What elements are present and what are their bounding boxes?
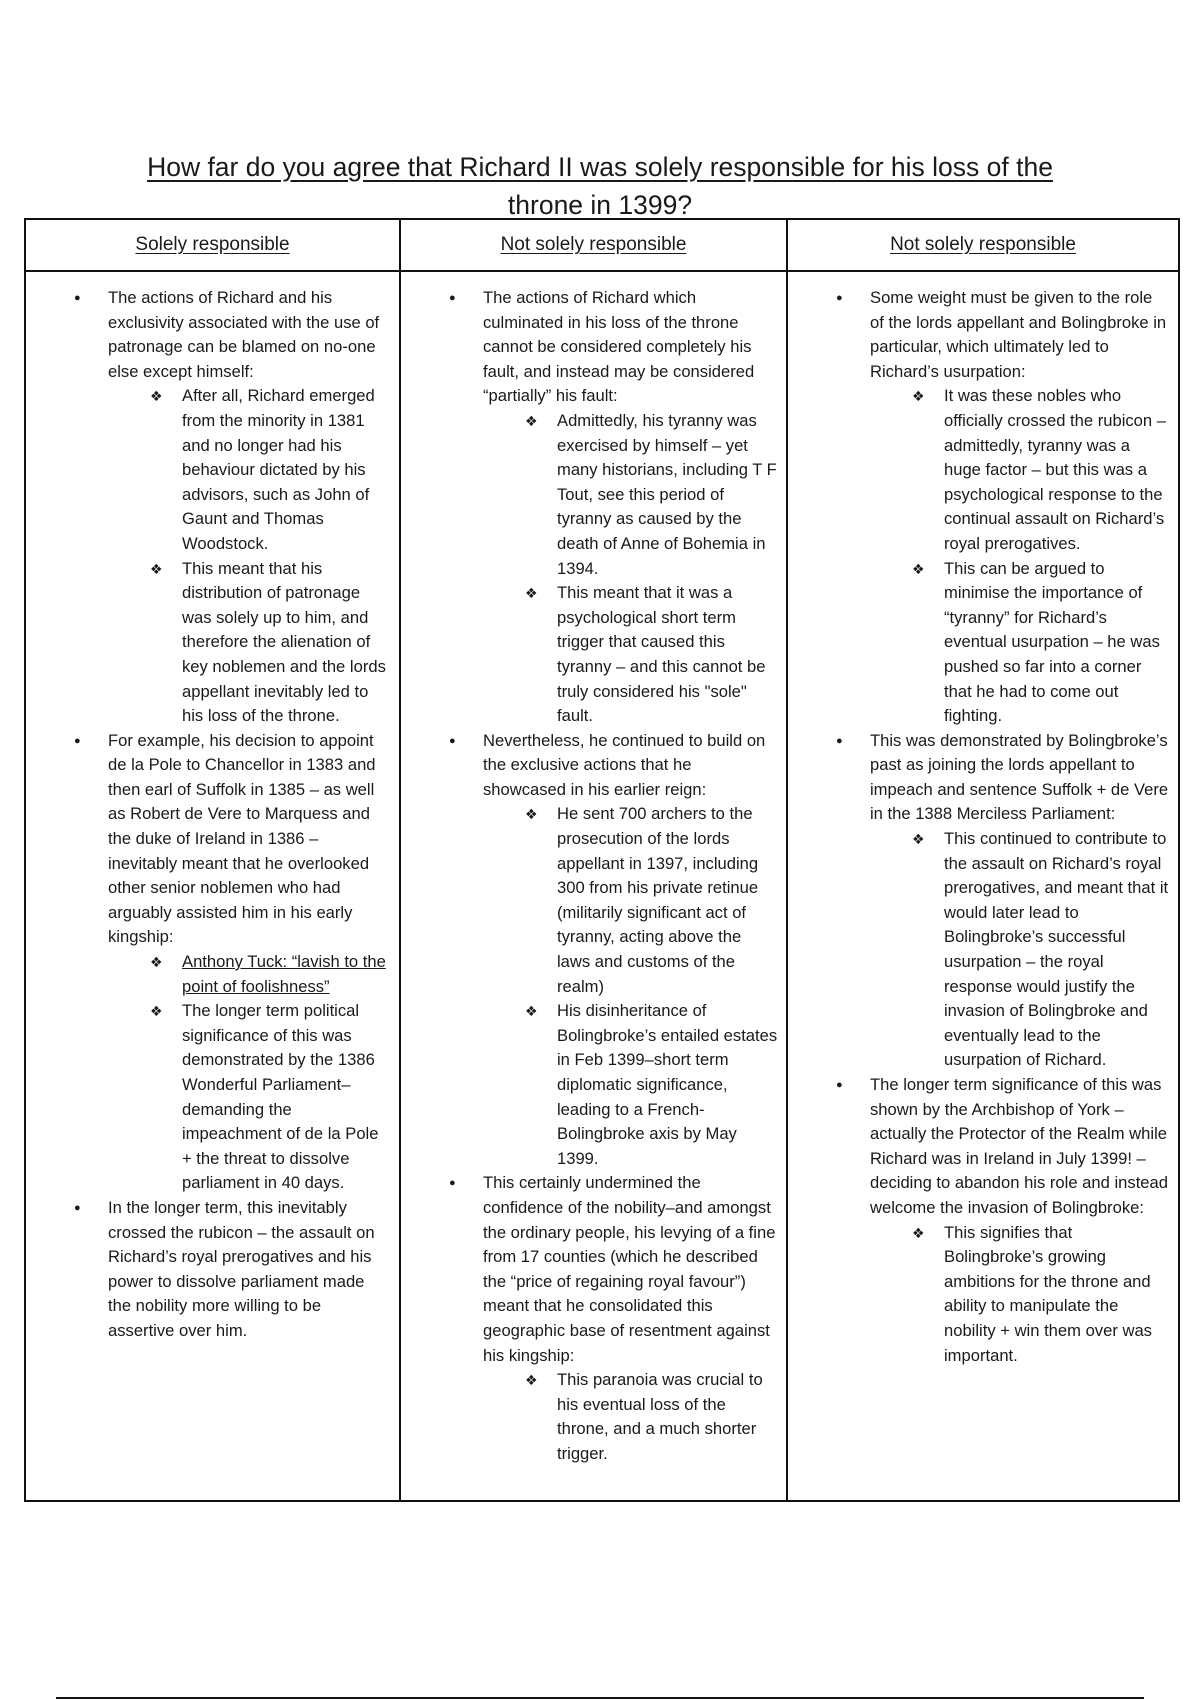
bullet-text: Some weight must be given to the role of the lords appellant and Bolingbroke in particular, which ultimately led to Richard’s usurpation: <box>870 288 1167 381</box>
bullet-text: Nevertheless, he continued to build on the exclusive actions that he showcased in his earlier reign: <box>483 730 766 799</box>
page-title: How far do you agree that Richard II was solely responsible for his loss of the throne in 1399? <box>147 152 1053 220</box>
bullet-point <box>788 286 1170 729</box>
bullet-point <box>401 729 778 1172</box>
bullet-text: This was demonstrated by Bolingbroke’s past as joining the lords appellant to impeach and sentence Suffolk + de Vere in the 1388 Merciless Parliament: <box>870 730 1169 824</box>
column-header-not-solely-responsible: Not solely responsible <box>401 220 788 272</box>
sub-bullet-quote: ❖ Anthony Tuck: “lavish to the point of foolishness” <box>110 950 391 999</box>
sub-bullet-list <box>485 409 778 729</box>
sub-bullet-list <box>872 384 1170 728</box>
sub-bullet-point: ❖ After all, Richard emerged from the minority in 1381 and no longer had his behaviour dictated by his advisors, such as John of Gaunt and Thomas Woodstock. <box>110 384 391 556</box>
bullet-point <box>788 1073 1170 1368</box>
argument-table <box>24 218 1180 1502</box>
column-not-solely-responsible-2 <box>788 272 1178 1500</box>
sub-bullet-list <box>485 802 778 1171</box>
sub-bullet-point: ❖ This meant that his distribution of patronage was solely up to him, and therefore the alienation of key noblemen and the lords appellant inevitably led to his loss of the throne. <box>110 557 391 729</box>
sub-bullet-point: ❖ This meant that it was a psychological short term trigger that caused this tyranny – and this cannot be truly considered his "sole" fault. <box>485 581 778 729</box>
bullet-text: The actions of Richard which culminated in his loss of the throne cannot be considered completely his fault, and instead may be considered “partially” his fault: <box>483 288 755 406</box>
bullet-list <box>401 286 778 1467</box>
sub-bullet-list <box>872 1221 1170 1369</box>
sub-bullet-point: ❖ This paranoia was crucial to his eventual loss of the throne, and a much shorter trigger. <box>485 1368 778 1466</box>
sub-bullet-point: ❖ The longer term political significance of this was demonstrated by the 1386 Wonderful Parliament–demanding the impeachment of de la Pole + the threat to dissolve parliament in 40 days. <box>110 999 391 1196</box>
sub-bullet-list <box>110 384 391 728</box>
column-not-solely-responsible <box>401 272 788 1500</box>
sub-bullet-point: ❖ Admittedly, his tyranny was exercised by himself – yet many historians, including T F Tout, see this period of tyranny as caused by the death of Anne of Bohemia in 1394. <box>485 409 778 581</box>
sub-bullet-point: ❖ This continued to contribute to the assault on Richard’s royal prerogatives, and meant that it would later lead to Bolingbroke’s successful usurpation – the royal response would justify the invasion of Bolingbroke and eventually lead to the usurpation of Richard. <box>872 827 1170 1073</box>
bullet-list <box>788 286 1170 1368</box>
bullet-list <box>26 286 391 1344</box>
bullet-point <box>401 1171 778 1466</box>
bullet-text: The longer term significance of this was shown by the Archbishop of York – actually the Protector of the Realm while Richard was in Ireland in July 1399! – deciding to abandon his role and instead welcome the invasion of Bolingbroke: <box>870 1075 1168 1217</box>
bullet-point <box>26 286 391 729</box>
sub-bullet-point: ❖ His disinheritance of Bolingbroke’s entailed estates in Feb 1399–short term diplomatic significance, leading to a French-Bolingbroke axis by May 1399. <box>485 999 778 1171</box>
bullet-point <box>26 1196 391 1344</box>
bullet-text: In the longer term, this inevitably crossed the rubicon – the assault on Richard’s royal prerogatives and his power to dissolve parliament made the nobility more willing to be assertive over him. <box>108 1197 375 1340</box>
bullet-text: The actions of Richard and his exclusivity associated with the use of patronage can be blamed on no-one else except himself: <box>108 288 380 381</box>
sub-bullet-list <box>872 827 1170 1073</box>
bullet-text: For example, his decision to appoint de la Pole to Chancellor in 1383 and then earl of Suffolk in 1385 – as well as Robert de Vere to Marquess and the duke of Ireland in 1386 – inevitably meant that he overlooked other senior noblemen who had arguably assisted him in his early kingship: <box>108 730 376 947</box>
bullet-point <box>26 729 391 1196</box>
bullet-point <box>788 729 1170 1073</box>
column-header-not-solely-responsible-2: Not solely responsible <box>788 220 1178 272</box>
sub-bullet-list <box>110 950 391 1196</box>
footer-divider <box>56 1697 1144 1699</box>
column-header-solely-responsible: Solely responsible <box>26 220 401 272</box>
sub-bullet-point: ❖ This signifies that Bolingbroke’s growing ambitions for the throne and ability to manipulate the nobility + win them over was important. <box>872 1221 1170 1369</box>
column-solely-responsible <box>26 272 401 1500</box>
sub-bullet-list <box>485 1368 778 1466</box>
sub-bullet-point: ❖ It was these nobles who officially crossed the rubicon – admittedly, tyranny was a huge factor – but this was a psychological response to the continual assault on Richard’s royal prerogatives. <box>872 384 1170 556</box>
bullet-point <box>401 286 778 729</box>
sub-bullet-point: ❖ This can be argued to minimise the importance of “tyranny” for Richard’s eventual usurpation – he was pushed so far into a corner that he had to come out fighting. <box>872 557 1170 729</box>
bullet-text: This certainly undermined the confidence of the nobility–and amongst the ordinary people, his levying of a fine from 17 counties (which he described the “price of regaining royal favour”) meant that he consolidated this geographic base of resentment against his kingship: <box>483 1173 776 1365</box>
sub-bullet-point: ❖ He sent 700 archers to the prosecution of the lords appellant in 1397, including 300 from his private retinue (militarily significant act of tyranny, acting above the laws and customs of the realm) <box>485 802 778 999</box>
